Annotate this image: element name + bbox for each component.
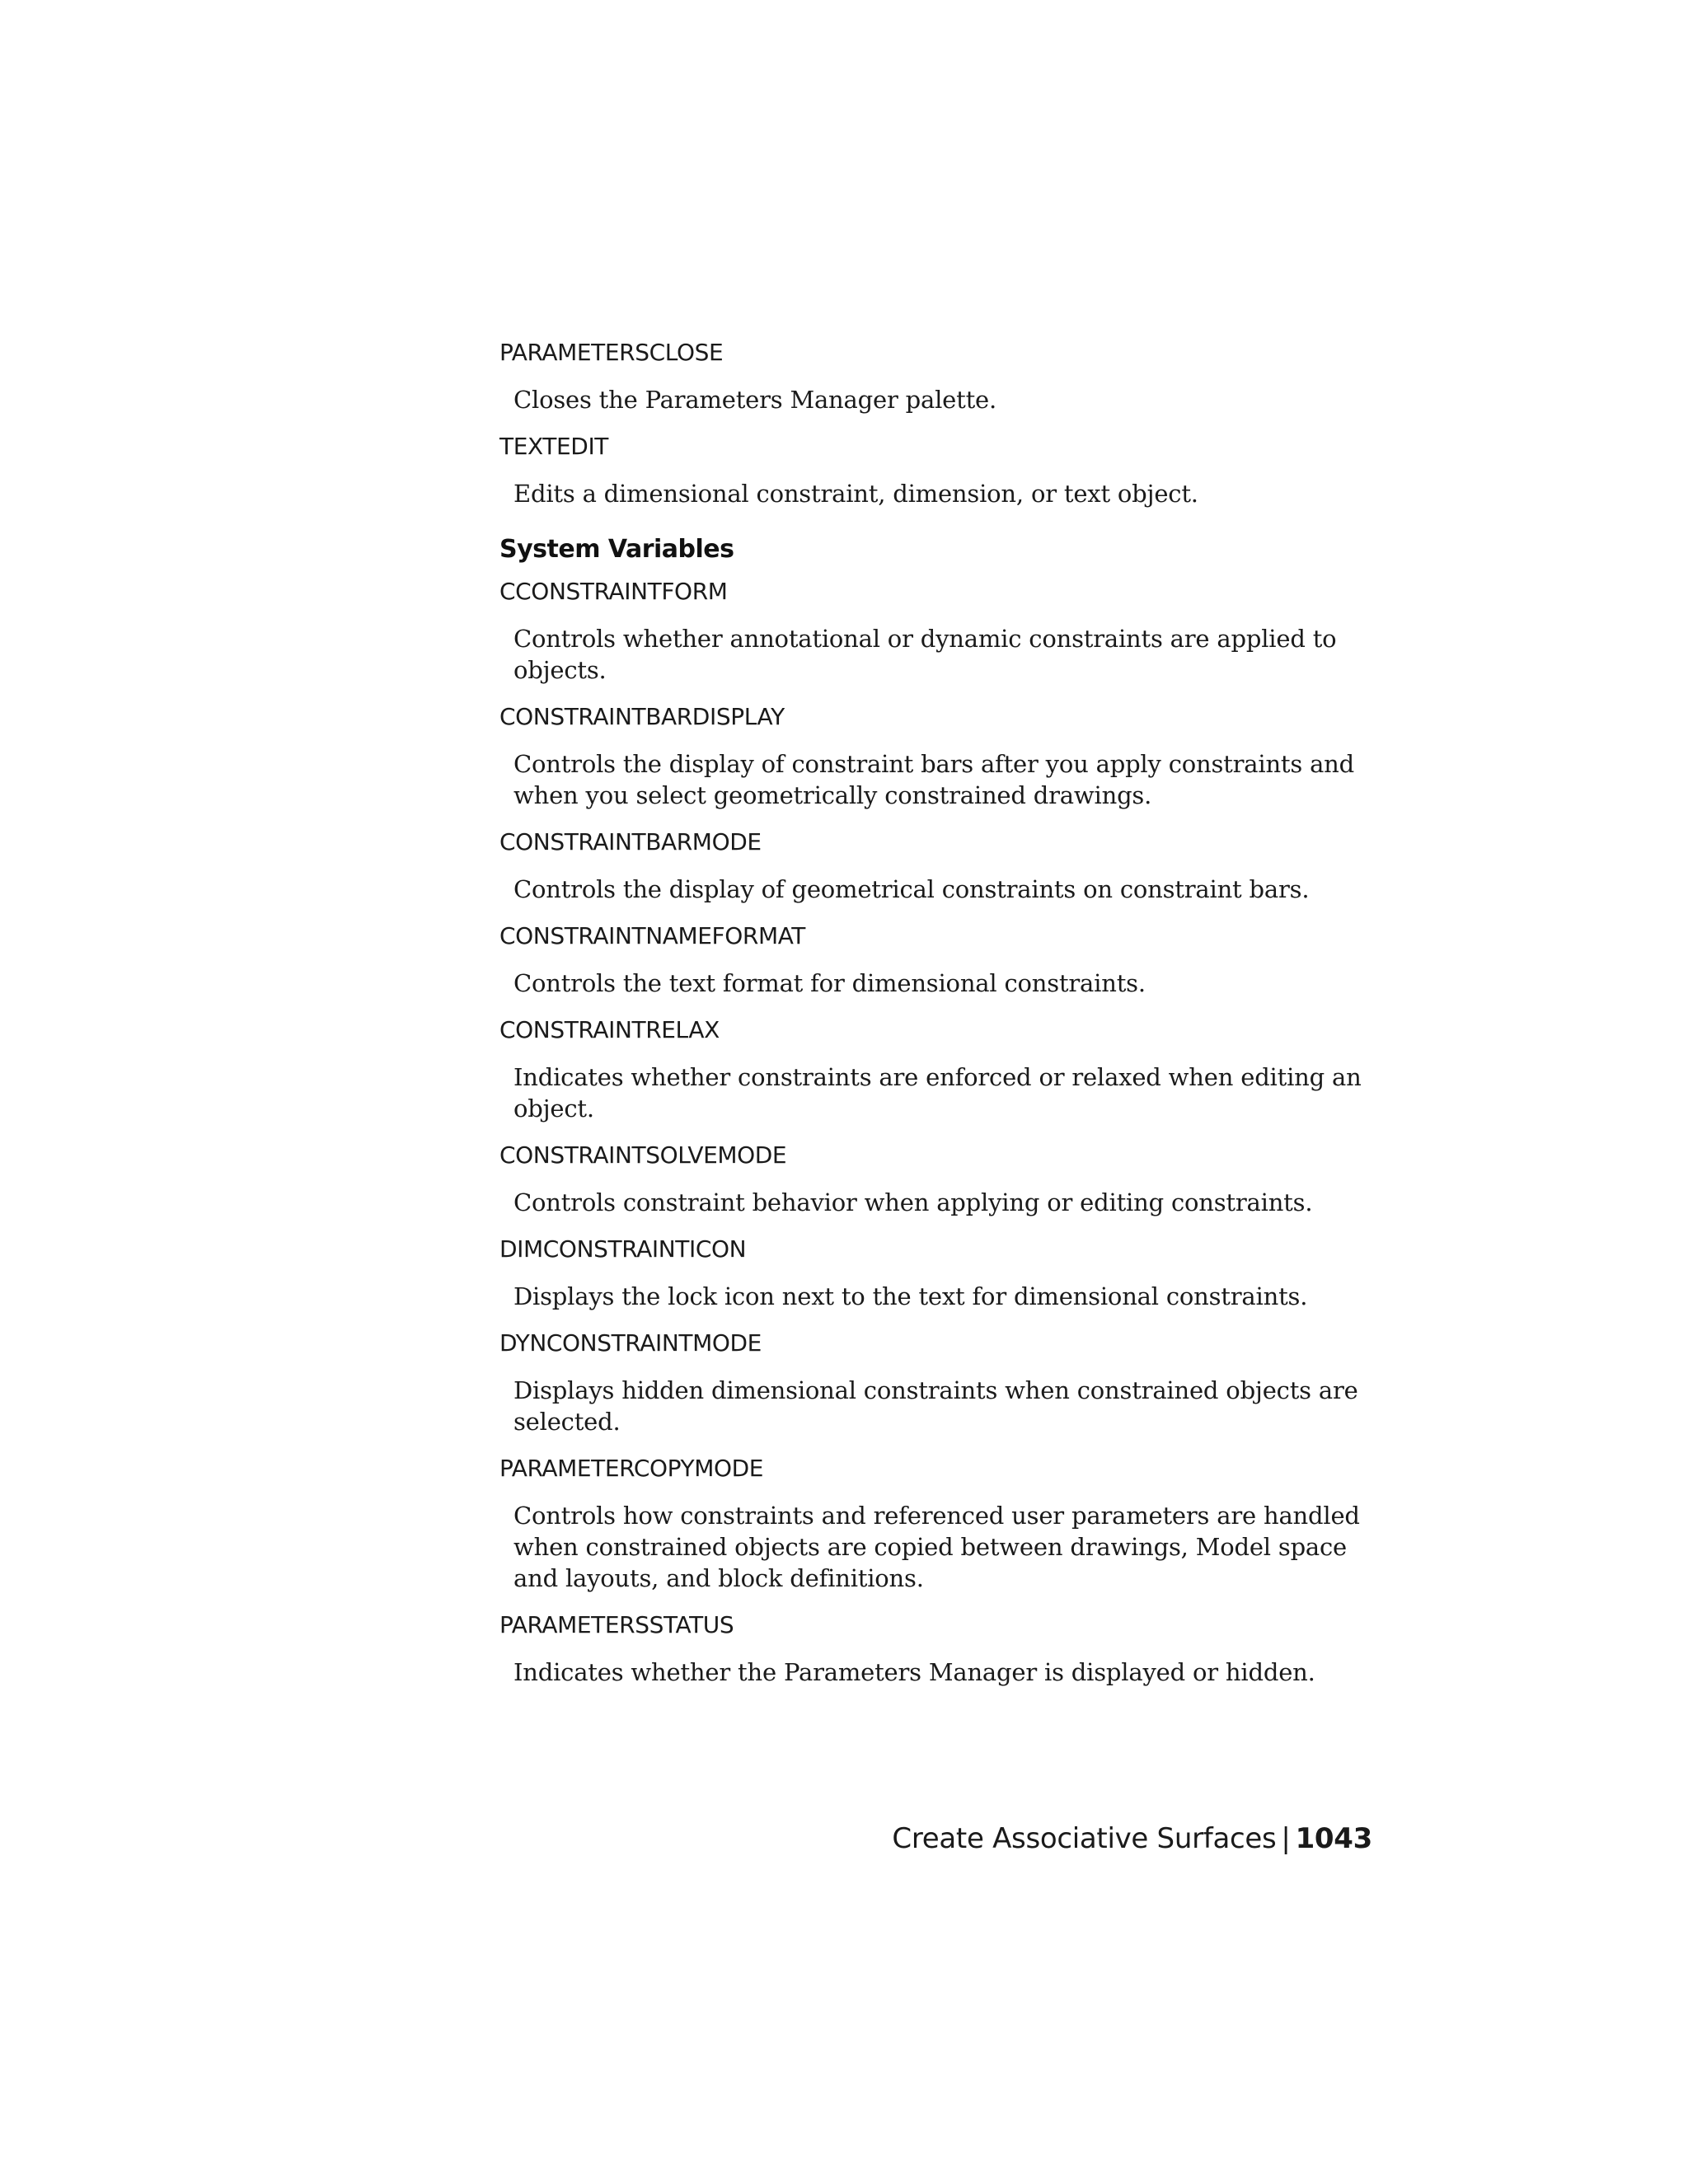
variable-description: Displays hidden dimensional constraints when constrained objects are selected. xyxy=(513,1376,1358,1436)
variable-description: Controls whether annotational or dynamic constraints are applied to objects. xyxy=(513,625,1337,684)
page-number: 1043 xyxy=(1295,1822,1372,1855)
page-footer xyxy=(892,1821,1372,1856)
variable-entry xyxy=(499,702,1373,811)
variable-description: Indicates whether constraints are enforced or relaxed when editing an object. xyxy=(513,1063,1362,1122)
command-entry xyxy=(499,432,1373,509)
variable-entry xyxy=(499,1610,1373,1688)
variable-description: Displays the lock icon next to the text for dimensional constraints. xyxy=(513,1282,1308,1310)
variable-name: PARAMETERCOPYMODE xyxy=(499,1455,764,1482)
variable-description: Indicates whether the Parameters Manager is displayed or hidden. xyxy=(513,1658,1315,1686)
section-heading: System Variables xyxy=(499,535,734,564)
variable-entry xyxy=(499,827,1373,905)
variable-entry xyxy=(499,1329,1373,1437)
variable-entry xyxy=(499,921,1373,999)
variable-entry xyxy=(499,1235,1373,1312)
command-description: Edits a dimensional constraint, dimension, or text object. xyxy=(513,480,1198,508)
variable-description: Controls the display of constraint bars after you apply constraints and when you select geometrically constrained drawings. xyxy=(513,750,1355,809)
command-entry xyxy=(499,338,1373,415)
footer-separator: | xyxy=(1281,1822,1291,1855)
variable-name: CONSTRAINTBARDISPLAY xyxy=(499,703,785,730)
variable-entry xyxy=(499,1454,1373,1594)
page-content xyxy=(499,338,1373,1704)
variable-name: DIMCONSTRAINTICON xyxy=(499,1235,747,1263)
footer-section-title: Create Associative Surfaces xyxy=(892,1822,1277,1855)
variable-entry xyxy=(499,1141,1373,1218)
variable-description: Controls the text format for dimensional constraints. xyxy=(513,969,1146,997)
command-description: Closes the Parameters Manager palette. xyxy=(513,386,997,414)
command-name: TEXTEDIT xyxy=(499,433,609,460)
variable-description: Controls constraint behavior when applying or editing constraints. xyxy=(513,1188,1313,1216)
variable-entry xyxy=(499,577,1373,686)
variable-name: CONSTRAINTSOLVEMODE xyxy=(499,1141,787,1169)
variable-description: Controls how constraints and referenced user parameters are handled when constrained objects are copied between drawings, Model space and layouts, and block definitions. xyxy=(513,1502,1360,1592)
variable-name: CONSTRAINTBARMODE xyxy=(499,828,762,855)
variable-name: CONSTRAINTRELAX xyxy=(499,1016,720,1043)
variable-name: DYNCONSTRAINTMODE xyxy=(499,1329,762,1357)
variable-name: PARAMETERSSTATUS xyxy=(499,1611,734,1638)
variable-name: CCONSTRAINTFORM xyxy=(499,578,728,605)
variable-entry xyxy=(499,1015,1373,1124)
variable-description: Controls the display of geometrical constraints on constraint bars. xyxy=(513,875,1310,903)
variable-name: CONSTRAINTNAMEFORMAT xyxy=(499,922,805,949)
command-name: PARAMETERSCLOSE xyxy=(499,339,724,366)
